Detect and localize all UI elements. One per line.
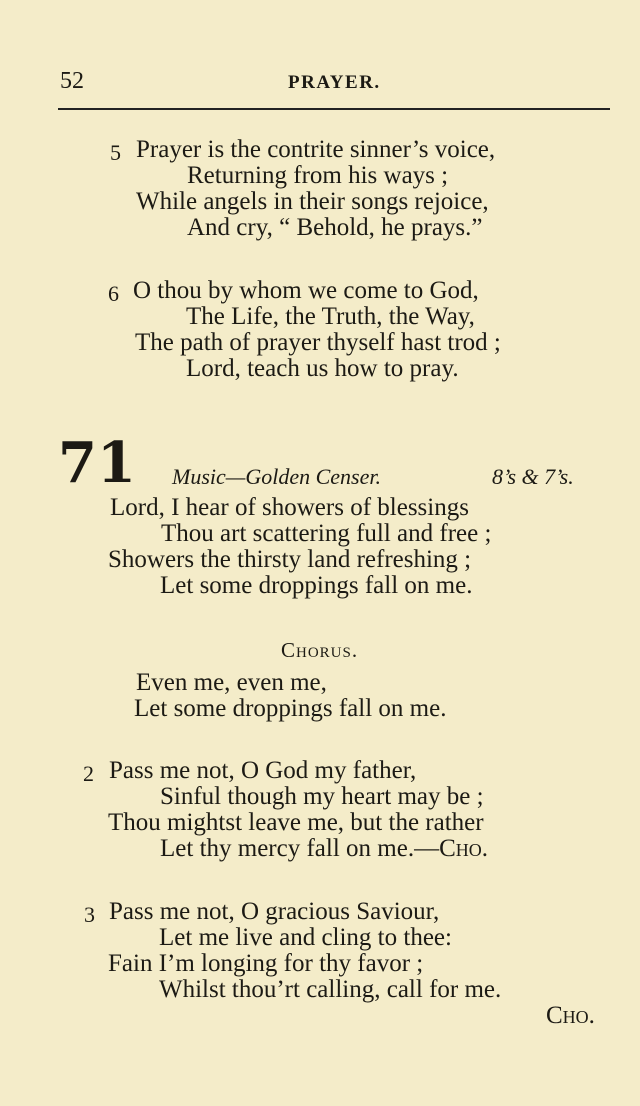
hymn-verse-1-line-4: Let some droppings fall on me. [160, 572, 473, 599]
verse-6-line-1: O thou by whom we come to God, [133, 277, 479, 304]
verse-2-line-4 [160, 836, 488, 862]
verse-6-line-2: The Life, the Truth, the Way, [186, 303, 475, 330]
verse-5-line-3: While angels in their songs rejoice, [136, 188, 489, 215]
verse-6-line-3: The path of prayer thyself hast trod ; [135, 329, 501, 356]
verse-2-line-3: Thou mightst leave me, but the rather [108, 809, 484, 836]
verse-3-line-2: Let me live and cling to thee: [159, 924, 452, 951]
header-rule [58, 108, 610, 110]
verse-number-5: 5 [110, 140, 121, 165]
verse-2-line-4-text: Let thy mercy fall on me.— [160, 835, 440, 862]
verse-number-6: 6 [108, 281, 119, 306]
page-number: 52 [60, 68, 84, 94]
chorus-ref: Cho. [439, 835, 489, 862]
chorus-title: Chorus. [281, 638, 359, 662]
hymn-verse-1-line-3: Showers the thirsty land refreshing ; [108, 546, 472, 573]
chorus-ref: Cho. [546, 1002, 595, 1029]
verse-5-line-2: Returning from his ways ; [187, 162, 449, 189]
chorus-line-1: Even me, even me, [136, 669, 327, 696]
verse-3-line-4: Whilst thou’rt calling, call for me. [159, 976, 502, 1003]
verse-number-2: 2 [83, 761, 94, 786]
verse-5-line-1: Prayer is the contrite sinner’s voice, [136, 136, 496, 163]
verse-3-line-3: Fain I’m longing for thy favor ; [108, 950, 424, 977]
verse-number-3: 3 [84, 902, 95, 927]
hymn-verse-1-line-1: Lord, I hear of showers of blessings [110, 494, 469, 521]
music-title: Music—Golden Censer. [172, 464, 381, 489]
running-title: PRAYER. [288, 72, 381, 93]
meter: 8’s & 7’s. [492, 464, 574, 489]
verse-3-line-1: Pass me not, O gracious Saviour, [109, 898, 440, 925]
chorus-line-2: Let some droppings fall on me. [134, 695, 447, 722]
hymn-verse-1-line-2: Thou art scattering full and free ; [161, 520, 492, 547]
verse-2-line-1: Pass me not, O God my father, [109, 757, 417, 784]
verse-6-line-4: Lord, teach us how to pray. [186, 355, 459, 382]
verse-2-line-2: Sinful though my heart may be ; [160, 783, 484, 810]
verse-5-line-4: And cry, “ Behold, he prays.” [187, 214, 483, 241]
hymn-number: 71 [58, 430, 136, 496]
